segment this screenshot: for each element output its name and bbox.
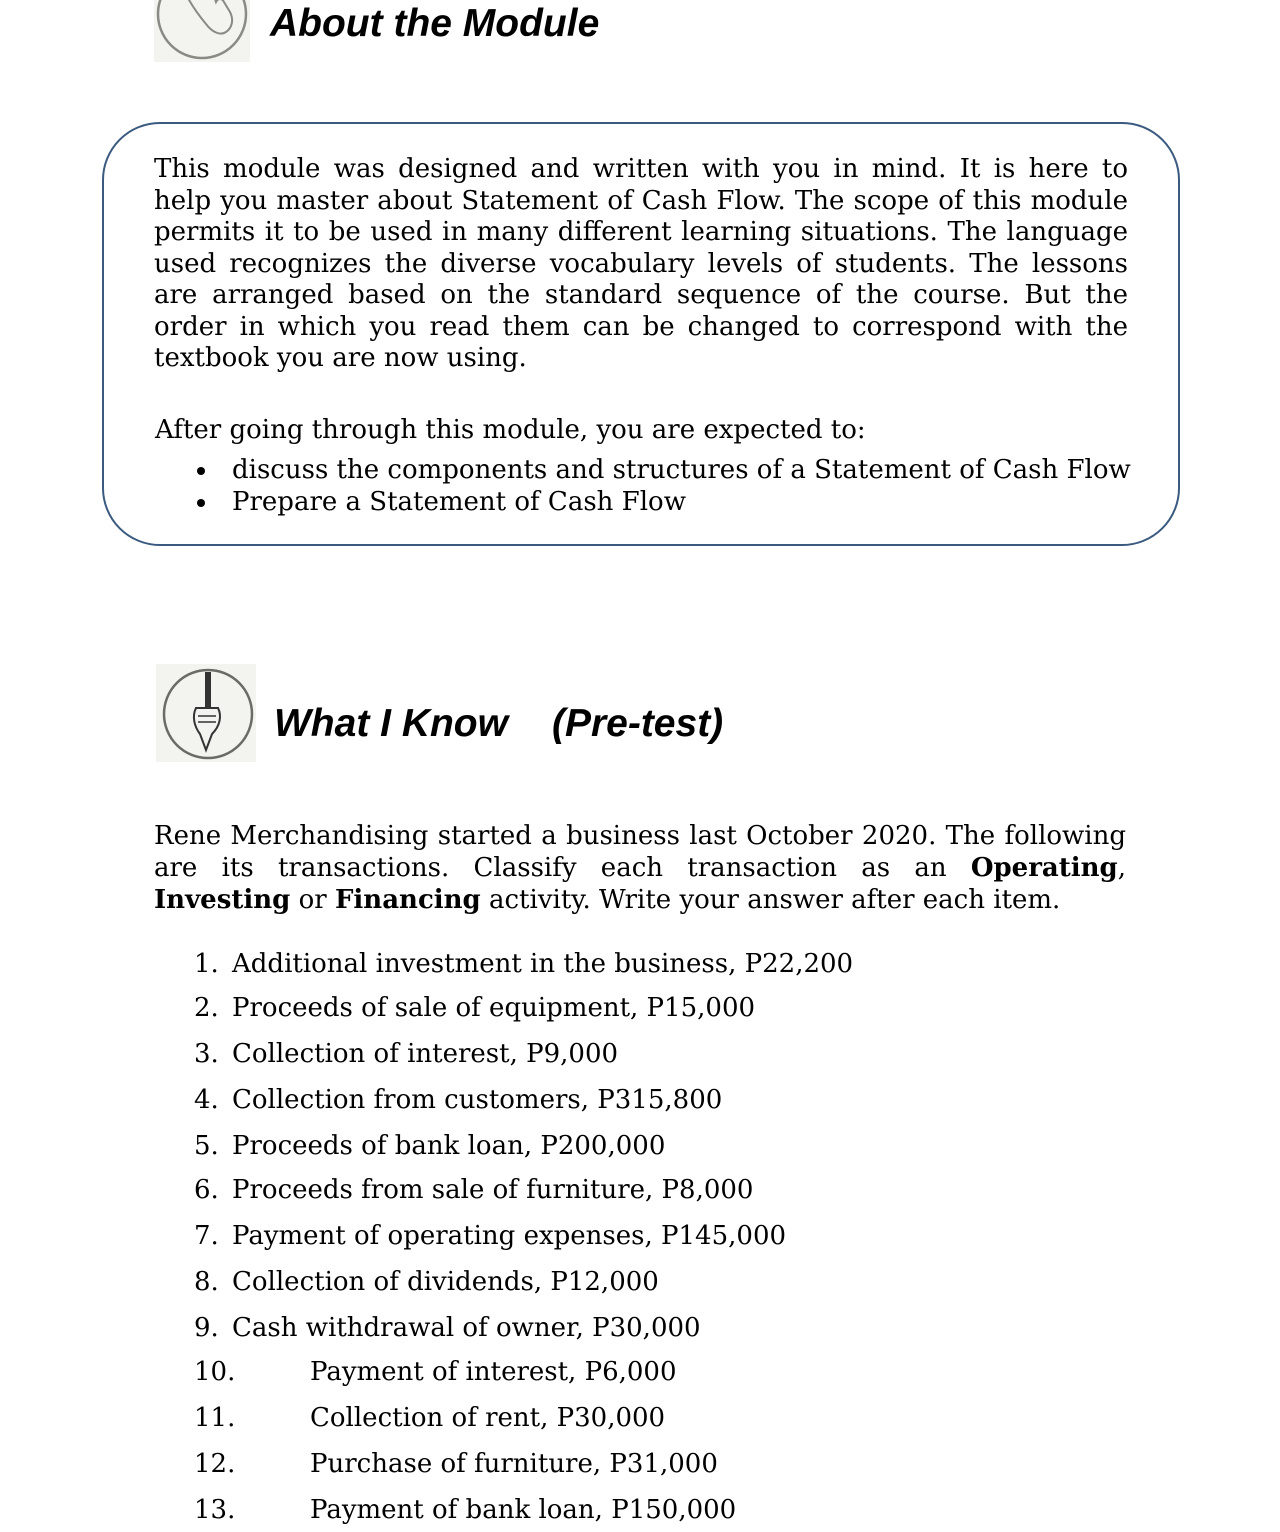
pretest-subtitle: (Pre-test) [551, 702, 724, 745]
bullet-icon [197, 467, 205, 475]
term-operating: Operating [970, 853, 1118, 883]
pretest-title [274, 704, 723, 743]
term-financing: Financing [334, 885, 481, 915]
bullet-icon [197, 499, 205, 507]
expected-outcomes-intro: After going through this module, you are expected to: [155, 415, 866, 445]
pretest-instructions: Rene Merchandising started a business last October 2020. The following are its transactions. Classify each transaction as an Operating, Investing or Financing activity. Write your answer after each item. [154, 821, 1126, 915]
about-module-paragraph: This module was designed and written with you in mind. It is here to help you master about Statement of Cash Flow. The scope of this module permits it to be used in many different learning situations. The language used recognizes the diverse vocabulary levels of students. The lessons are arranged based on the standard sequence of the course. But the order in which you read them can be changed to correspond with the textbook you are now using. [154, 154, 1128, 373]
pretest-title-main: What I Know [274, 702, 508, 745]
pointing-hand-icon [154, 0, 250, 62]
hand-holding-pencil-icon [156, 664, 256, 762]
term-investing: Investing [154, 885, 291, 915]
about-module-title: About the Module [270, 2, 600, 45]
